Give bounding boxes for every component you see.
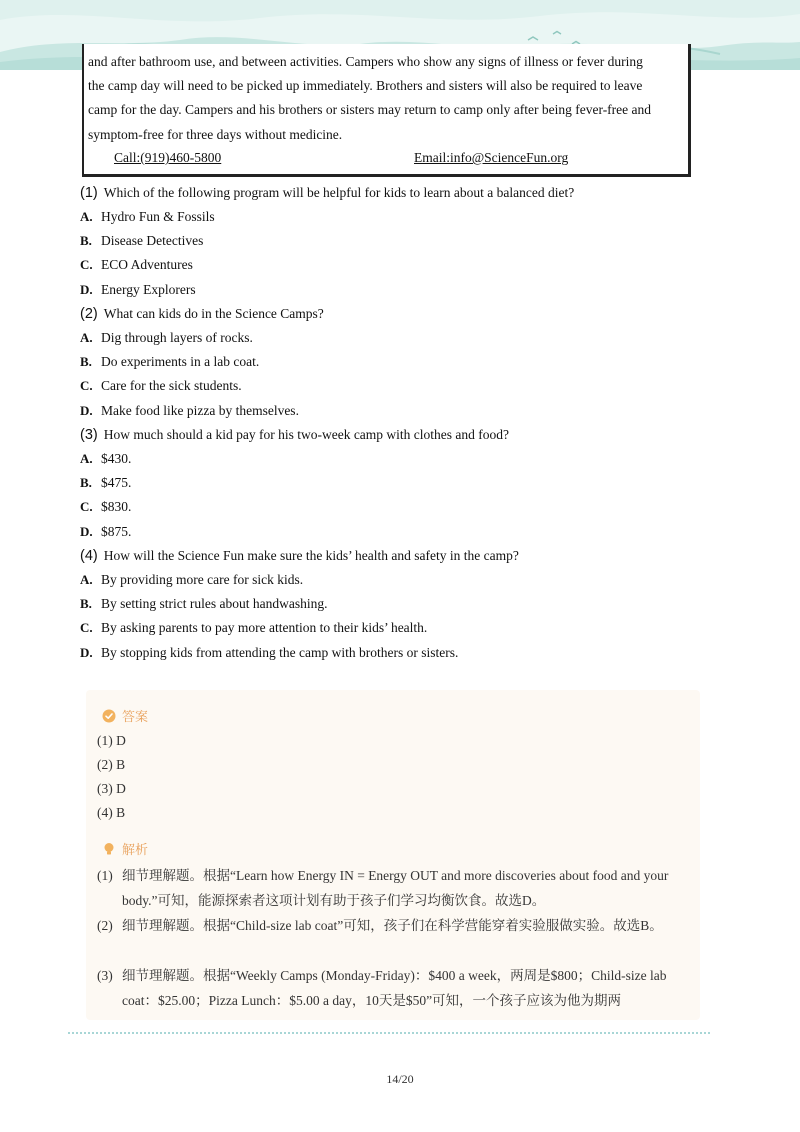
option-letter: A. — [80, 572, 93, 587]
option-text: Care for the sick students. — [101, 378, 242, 394]
question-number: (4) — [80, 548, 98, 564]
passage-line: the camp day will need to be picked up immediately. Brothers and sisters will also be required to leave — [88, 78, 643, 94]
answer-item: (2) B — [97, 757, 126, 772]
option-d — [80, 521, 720, 545]
question-2 — [80, 303, 720, 424]
option-b — [80, 230, 720, 254]
explanation-text: 细节理解题。根据“Weekly Camps (Monday-Friday)：$400 a week，两周是$800；Child-size lab coat：$25.00；Pizza Lunch：$5.00 a day，10天是$50”可知，一个孩子应该为他为期两 — [122, 968, 667, 1008]
option-text: $875. — [101, 523, 132, 539]
option-text: By providing more care for sick kids. — [101, 572, 304, 587]
question-4 — [80, 545, 720, 666]
option-letter: C. — [80, 257, 93, 273]
question-text: What can kids do in the Science Camps? — [103, 306, 324, 321]
option-letter: C. — [80, 499, 93, 515]
option-letter: A. — [80, 209, 93, 224]
option-b — [80, 593, 720, 617]
option-b — [80, 472, 720, 496]
option-a — [80, 569, 720, 593]
passage-box — [82, 44, 691, 177]
page-number: 14/20 — [386, 1072, 414, 1086]
explanation-text: 细节理解题。根据“Learn how Energy IN = Energy OUT and more discoveries about food and your body.”可知，能源探索者这项计划有助于孩子们学习均衡饮食。故选D。 — [122, 868, 669, 908]
option-letter: B. — [80, 475, 92, 491]
option-c — [80, 496, 720, 520]
explanation-number: (2) — [97, 918, 113, 933]
explanation-number: (3) — [97, 968, 113, 983]
option-letter: D. — [80, 523, 93, 539]
question-number: (1) — [80, 185, 98, 201]
option-letter: D. — [80, 402, 93, 418]
passage-text — [88, 50, 680, 147]
question-stem — [80, 303, 720, 327]
answer-item: (3) D — [97, 781, 126, 796]
option-text: By asking parents to pay more attention to their kids’ health. — [101, 620, 428, 636]
explanation-section-title — [102, 839, 148, 858]
question-number: (3) — [80, 427, 98, 443]
option-d — [80, 642, 720, 666]
option-text: $475. — [101, 475, 132, 491]
option-text: Dig through layers of rocks. — [101, 330, 253, 345]
question-text: How much should a kid pay for his two-week camp with clothes and food? — [103, 427, 510, 442]
answer-section-title — [102, 706, 148, 725]
question-stem — [80, 182, 720, 206]
answer-item: (1) D — [97, 733, 126, 748]
question-1 — [80, 182, 720, 303]
option-text: $430. — [101, 451, 132, 466]
option-c — [80, 375, 720, 399]
passage-line: and after bathroom use, and between activities. Campers who show any signs of illness or fever during — [88, 54, 643, 69]
option-letter: B. — [80, 354, 92, 370]
option-text: ECO Adventures — [101, 257, 193, 273]
question-number: (2) — [80, 306, 98, 322]
option-c — [80, 254, 720, 278]
option-letter: C. — [80, 378, 93, 394]
question-text: Which of the following program will be helpful for kids to learn about a balanced diet? — [103, 185, 575, 200]
contact-email: Email:info@ScienceFun.org — [414, 150, 569, 165]
answer-title-text: 答案 — [122, 710, 149, 725]
answer-panel — [86, 690, 700, 1020]
option-text: Hydro Fun & Fossils — [101, 209, 215, 224]
option-a — [80, 206, 720, 230]
option-letter: A. — [80, 451, 93, 466]
option-c — [80, 617, 720, 641]
footer-divider — [68, 1032, 710, 1034]
contact-phone: Call:(919)460-5800 — [114, 150, 222, 165]
explanation-text: 细节理解题。根据“Child-size lab coat”可知，孩子们在科学营能穿着实验服做实验。故选B。 — [122, 918, 663, 933]
option-a — [80, 327, 720, 351]
check-badge-icon — [102, 709, 116, 723]
option-text: Do experiments in a lab coat. — [101, 354, 260, 370]
option-d — [80, 279, 720, 303]
question-stem — [80, 545, 720, 569]
question-3 — [80, 424, 720, 545]
option-d — [80, 400, 720, 424]
option-b — [80, 351, 720, 375]
option-text: By setting strict rules about handwashing. — [101, 596, 328, 612]
option-text: $830. — [101, 499, 132, 515]
option-text: Make food like pizza by themselves. — [101, 402, 299, 418]
option-letter: B. — [80, 233, 92, 249]
passage-line: symptom-free for three days without medicine. — [88, 126, 343, 142]
option-letter: C. — [80, 620, 93, 636]
option-text: By stopping kids from attending the camp with brothers or sisters. — [101, 644, 459, 660]
option-letter: D. — [80, 281, 93, 297]
answer-item: (4) B — [97, 805, 126, 820]
question-text: How will the Science Fun make sure the kids’ health and safety in the camp? — [103, 548, 519, 563]
option-letter: A. — [80, 330, 93, 345]
explanation-number: (1) — [97, 868, 113, 883]
option-a — [80, 448, 720, 472]
option-text: Energy Explorers — [101, 281, 196, 297]
option-letter: B. — [80, 596, 92, 612]
lightbulb-icon — [102, 842, 116, 856]
option-letter: D. — [80, 644, 93, 660]
question-stem — [80, 424, 720, 448]
passage-line: camp for the day. Campers and his brothers or sisters may return to camp only after being fever-free and — [88, 102, 652, 118]
explanation-title-text: 解析 — [122, 843, 149, 858]
option-text: Disease Detectives — [101, 233, 204, 249]
